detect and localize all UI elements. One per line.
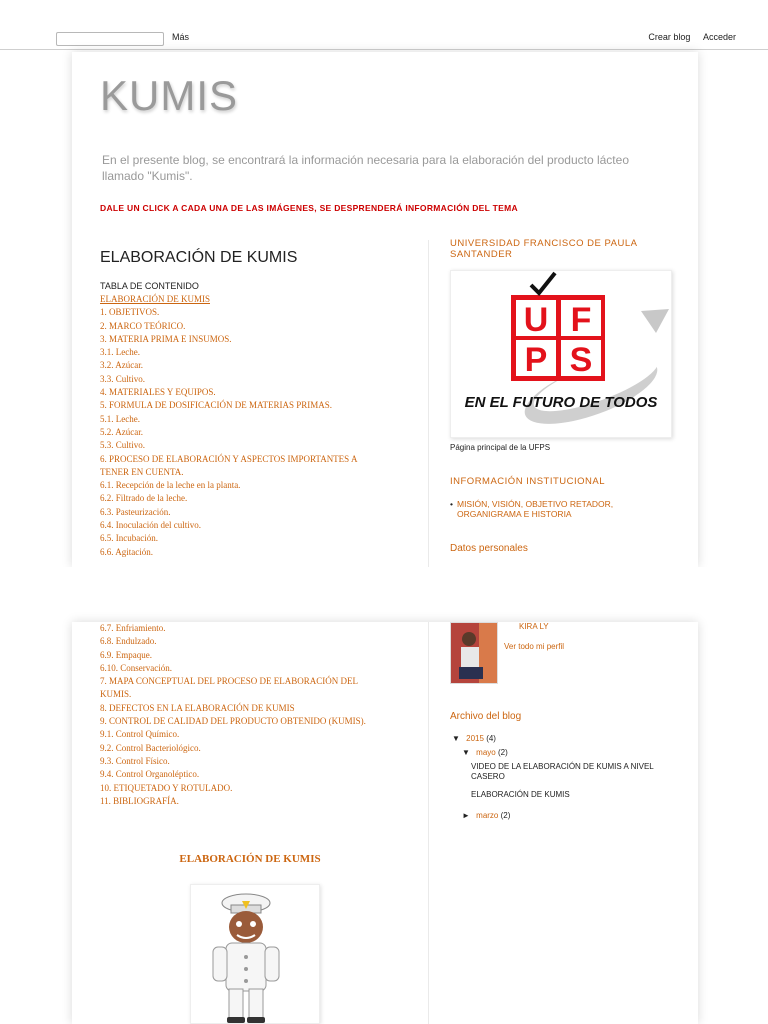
toc-item[interactable]: 9.1. Control Químico. [100,729,180,740]
toc-item[interactable]: 9.2. Control Bacteriológico. [100,742,201,753]
university-widget-title: UNIVERSIDAD FRANCISCO DE PAULA SANTANDER [450,238,637,260]
toc-item[interactable]: 2. MARCO TEÓRICO. [100,320,186,331]
toc-item[interactable]: 10. ETIQUETADO Y ROTULADO. [100,782,233,793]
toc-item[interactable]: 6.8. Endulzado. [100,636,157,647]
toc-item[interactable]: 4. MATERIALES Y EQUIPOS. [100,387,216,398]
toc-item[interactable]: 6.5. Incubación. [100,533,158,544]
blogger-navbar [0,0,768,50]
personal-widget-title: Datos personales [450,543,528,554]
toc-item[interactable]: TENER EN CUENTA. [100,466,184,477]
toc-list-bottom [100,622,366,808]
toc-item[interactable]: KUMIS. [100,689,132,700]
notice-text: DALE UN CLICK A CADA UNA DE LAS IMÁGENES, SE DESPRENDERÁ INFORMACIÓN DEL TEMA [100,203,518,213]
toc-item[interactable]: 3. MATERIA PRIMA E INSUMOS. [100,333,232,344]
arrow-head-icon [641,309,669,333]
toc-item[interactable]: 3.3. Cultivo. [100,373,146,384]
sign-in-link[interactable]: Acceder [702,32,736,42]
blog-page-bottom [72,622,698,1024]
toc-item[interactable]: 6.6. Agitación. [100,546,153,557]
toc-item[interactable]: 6.10. Conservación. [100,662,172,673]
archive-year-link[interactable]: 2015 [466,734,484,743]
post-title[interactable]: ELABORACIÓN DE KUMIS [100,249,298,266]
archive-march-link[interactable]: marzo [476,811,499,820]
letter-p: P [524,341,548,379]
archive-march-toggle-icon[interactable]: ► [462,811,470,820]
institutional-widget-title: INFORMACIÓN INSTITUCIONAL [450,476,606,487]
navbar-actions [638,32,736,42]
toc-item[interactable]: 6.1. Recepción de la leche en la planta. [100,480,241,491]
view-profile-link[interactable]: Ver todo mi perfil [504,642,565,651]
toc-item[interactable]: 3.2. Azúcar. [100,360,143,371]
toc-item[interactable]: 9.3. Control Físico. [100,755,170,766]
archive-may-toggle-icon[interactable]: ▼ [462,748,470,757]
column-divider-bottom [428,622,429,1024]
ufps-logo-graphic [451,271,671,437]
archive-march-count: (2) [500,811,511,820]
letter-u: U [523,301,549,339]
toc-item[interactable]: 5.2. Azúcar. [100,426,143,437]
checkmark-icon [531,273,555,293]
toc-item[interactable]: 1. OBJETIVOS. [100,307,160,318]
institutional-list-item [450,499,632,519]
toc-item[interactable]: 5.3. Cultivo. [100,440,146,451]
create-blog-link[interactable]: Crear blog [648,32,691,42]
toc-item[interactable]: 11. BIBLIOGRAFÍA. [100,795,179,806]
toc-list-top [100,293,357,559]
ufps-caption: Página principal de la UFPS [450,443,551,452]
profile-name[interactable]: KIRA LY [519,622,549,631]
column-divider [428,240,429,567]
letter-f: F [570,301,592,339]
archive-post-link-1[interactable]: VIDEO DE LA ELABORACIÓN DE KUMIS A NIVEL CASERO [471,762,654,781]
toc-item[interactable]: 7. MAPA CONCEPTUAL DEL PROCESO DE ELABORACIÓN DEL [100,676,359,687]
toc-item[interactable]: 6. PROCESO DE ELABORACIÓN Y ASPECTOS IMPORTANTES A [100,453,358,464]
toc-item[interactable]: 3.1. Leche. [100,347,140,358]
toc-item[interactable]: ELABORACIÓN DE KUMIS [100,294,210,304]
archive-month-row-march [462,811,510,821]
toc-item[interactable]: 9.4. Control Organoléptico. [100,769,200,780]
bullet-icon: • [450,499,453,509]
toc-item[interactable]: 6.9. Empaque. [100,649,152,660]
blog-page-top [72,52,698,567]
toc-item[interactable]: 5. FORMULA DE DOSIFICACIÓN DE MATERIAS PRIMAS. [100,400,333,411]
archive-may-count: (2) [497,748,508,757]
archive-year-row [452,734,496,744]
institutional-link[interactable]: MISIÓN, VISIÓN, OBJETIVO RETADOR, ORGANIGRAMA E HISTORIA [456,499,614,519]
archive-widget-title: Archivo del blog [450,711,522,722]
search-input[interactable] [56,32,164,46]
toc-item[interactable]: 6.3. Pasteurización. [100,506,171,517]
more-link[interactable]: Más [172,32,190,42]
toc-item[interactable]: 9. CONTROL DE CALIDAD DEL PRODUCTO OBTENIDO (KUMIS). [100,716,366,727]
blog-description: En el presente blog, se encontrará la información necesaria para la elaboración del producto lácteo llamado "Kumis". [102,153,629,183]
ufps-logo-image[interactable] [450,270,672,438]
toc-item[interactable]: 6.2. Filtrado de la leche. [100,493,188,504]
blog-title[interactable]: KUMIS [100,72,239,119]
chef-animation-image[interactable] [190,884,320,1024]
archive-year-count: (4) [486,734,496,743]
profile-photo-icon [451,623,498,684]
toc-item[interactable]: 6.4. Inoculación del cultivo. [100,520,201,531]
archive-year-toggle-icon[interactable]: ▼ [452,734,460,743]
archive-may-link[interactable]: mayo [476,748,496,757]
toc-item[interactable]: 5.1. Leche. [100,413,140,424]
archive-month-row-may [462,748,508,758]
section-title: ELABORACIÓN DE KUMIS [179,853,321,865]
toc-heading: TABLA DE CONTENIDO [100,281,199,291]
archive-post-current: ELABORACIÓN DE KUMIS [471,790,570,799]
profile-avatar[interactable] [450,622,498,684]
toc-item[interactable]: 8. DEFECTOS EN LA ELABORACIÓN DE KUMIS [100,702,295,713]
letter-s: S [569,341,593,379]
page-gap [0,567,768,622]
toc-item[interactable]: 6.7. Enfriamiento. [100,623,166,633]
ufps-slogan: EN EL FUTURO DE TODOS [464,394,658,411]
chef-character-icon [191,885,321,1024]
